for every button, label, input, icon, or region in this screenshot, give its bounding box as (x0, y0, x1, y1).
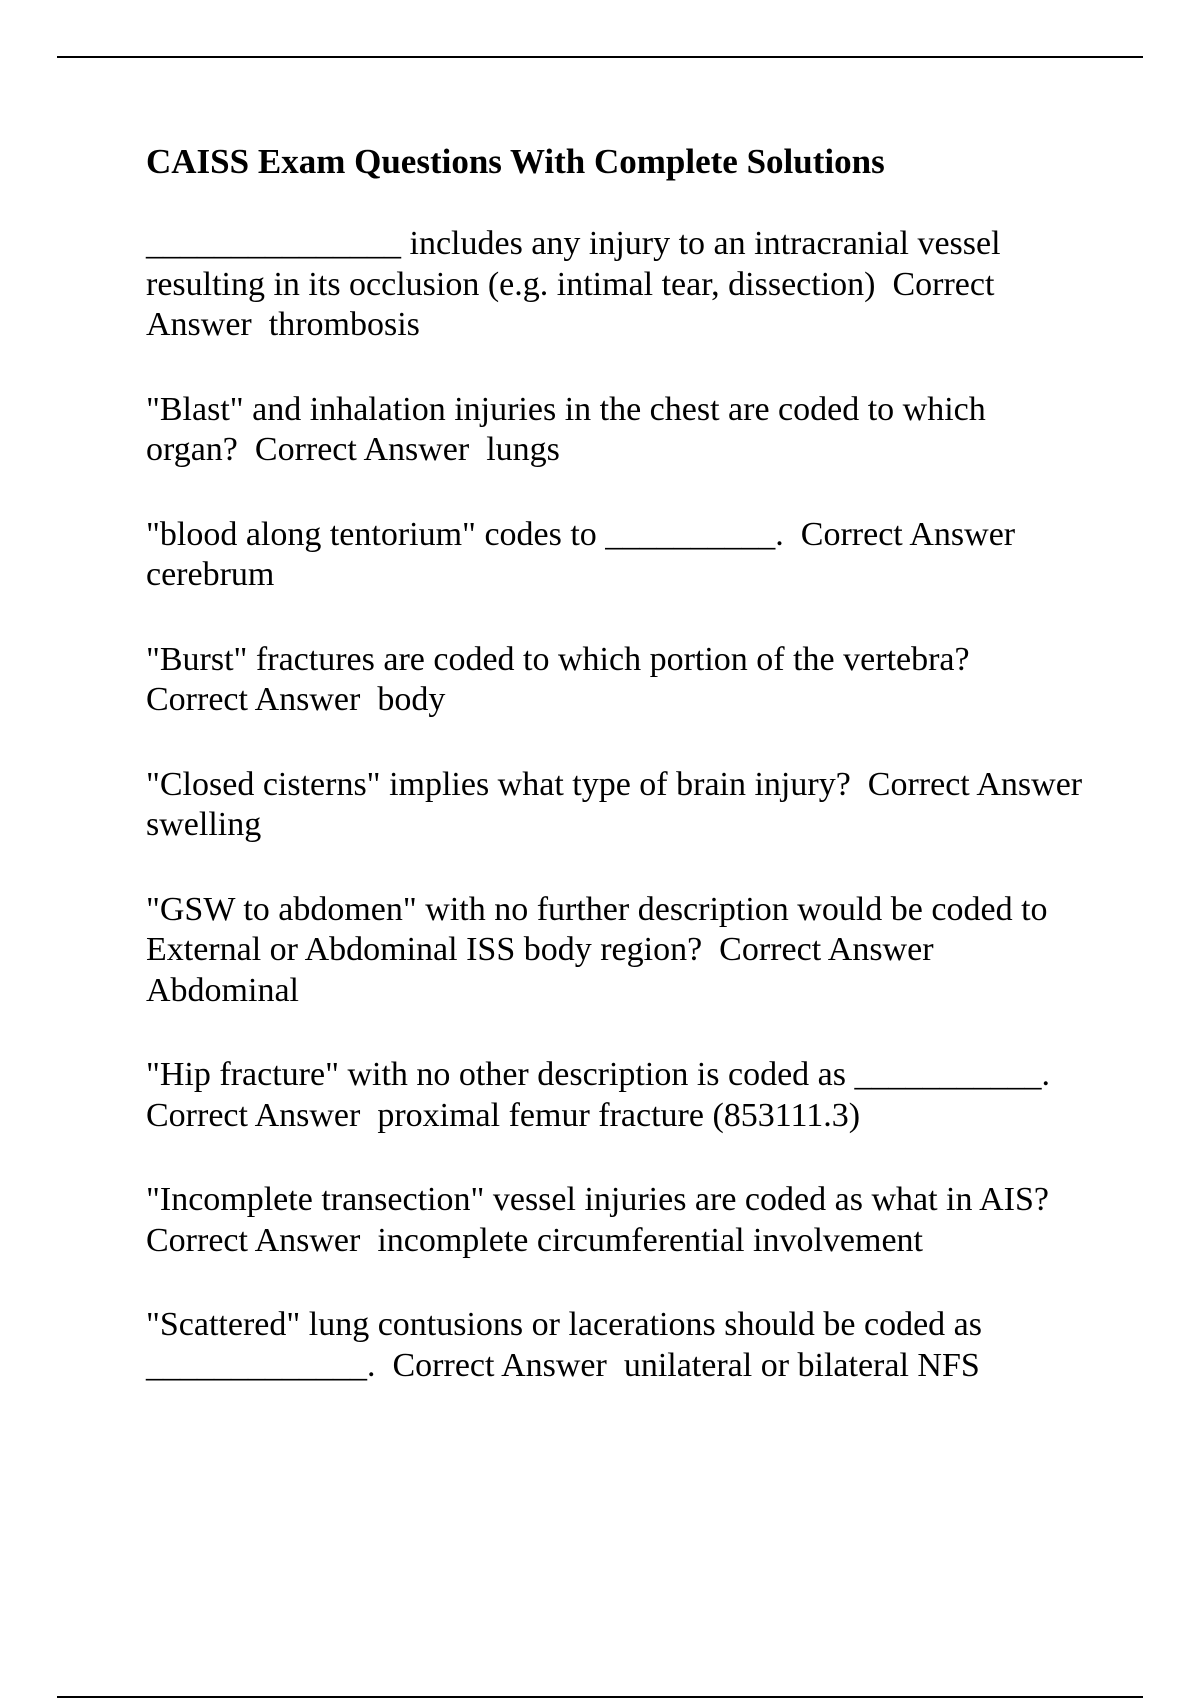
qa-item: "Hip fracture" with no other description is coded as ___________. Correct Answer proximal femur fracture (853111.3) (146, 1056, 1068, 1134)
qa-item: "GSW to abdomen" with no further description would be coded to External or Abdominal ISS body region? Correct Answer Abdominal (146, 890, 1057, 1009)
document-body (146, 140, 1100, 1430)
footer-rule (57, 1696, 1143, 1698)
header-rule (57, 56, 1143, 58)
qa-item: "blood along tentorium" codes to __________. Correct Answer cerebrum (146, 515, 1033, 593)
qa-item: _______________ includes any injury to an intracranial vessel resulting in its occlusion (e.g. intimal tear, dissection) Correct Answer thrombosis (146, 225, 1010, 343)
qa-item: "Closed cisterns" implies what type of brain injury? Correct Answer swelling (146, 765, 1100, 843)
qa-item: "Scattered" lung contusions or lacerations should be coded as _____________. Correct Answer unilateral or bilateral NFS (146, 1306, 991, 1384)
qa-item: "Burst" fractures are coded to which portion of the vertebra? Correct Answer body (146, 640, 987, 718)
qa-item: "Blast" and inhalation injuries in the chest are coded to which organ? Correct Answer lungs (146, 390, 995, 468)
qa-item: "Incomplete transection" vessel injuries are coded as what in AIS? Correct Answer incomplete circumferential involvement (146, 1181, 1066, 1259)
document-title: CAISS Exam Questions With Complete Solutions (146, 142, 885, 181)
